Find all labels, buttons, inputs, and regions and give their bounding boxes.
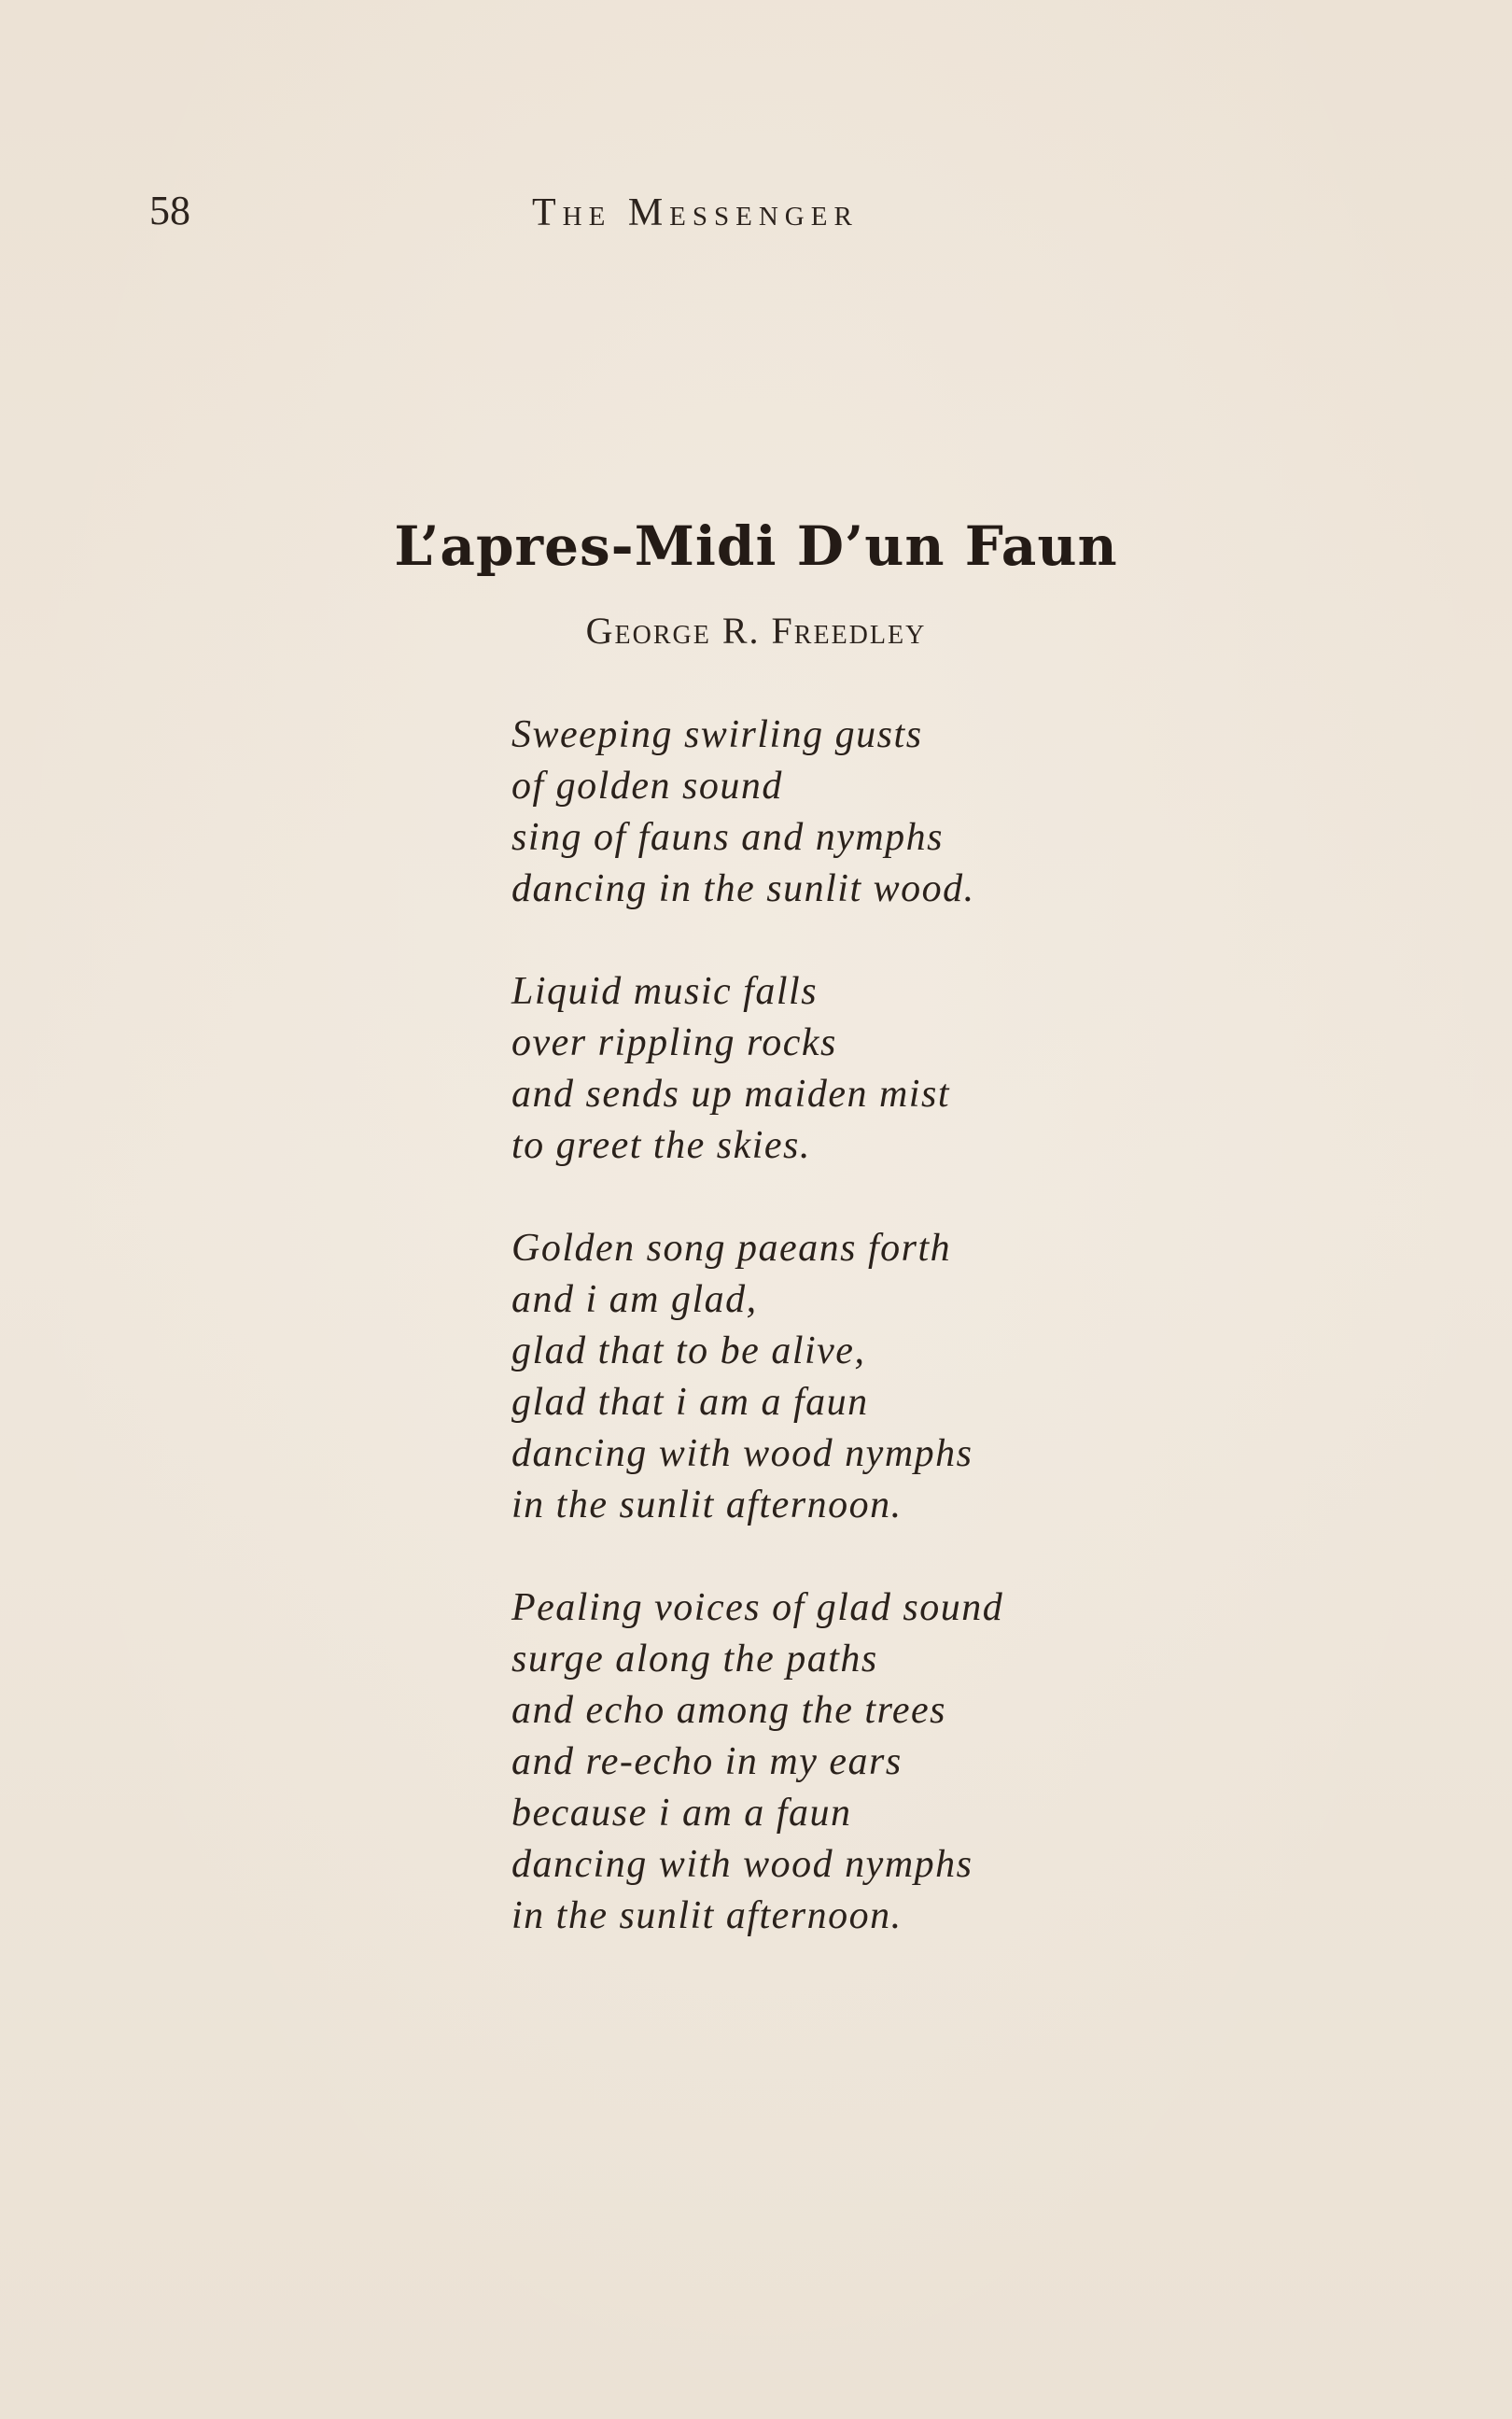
poem-line: and echo among the trees bbox=[511, 1689, 947, 1732]
poem-author: George R. Freedley bbox=[585, 610, 927, 652]
poem-line: of golden sound bbox=[511, 765, 783, 808]
poem-body bbox=[511, 710, 1221, 1993]
stanza-2 bbox=[511, 966, 1221, 1172]
poem-line: surge along the paths bbox=[511, 1638, 878, 1681]
poem-line: in the sunlit afternoon. bbox=[511, 1484, 903, 1526]
poem-line: to greet the skies. bbox=[511, 1124, 811, 1167]
poem-line: dancing with wood nymphs bbox=[511, 1432, 973, 1475]
poem-line: Sweeping swirling gusts bbox=[511, 713, 923, 756]
poem-line: glad that to be alive, bbox=[511, 1329, 866, 1372]
stanza-1 bbox=[511, 710, 1221, 915]
poem-line: and re-echo in my ears bbox=[511, 1740, 903, 1783]
poem-line: over rippling rocks bbox=[511, 1021, 837, 1064]
poem-line: glad that i am a faun bbox=[511, 1381, 869, 1424]
poem-line: sing of fauns and nymphs bbox=[511, 816, 945, 859]
poem-line: and sends up maiden mist bbox=[511, 1073, 950, 1116]
poem-line: because i am a faun bbox=[511, 1792, 852, 1835]
poem-line: Golden song paeans forth bbox=[511, 1227, 952, 1270]
running-head bbox=[0, 185, 1512, 241]
poem-line: dancing in the sunlit wood. bbox=[511, 867, 975, 910]
poem-line: and i am glad, bbox=[511, 1278, 758, 1321]
stanza-4 bbox=[511, 1582, 1221, 1942]
page-number: 58 bbox=[149, 188, 190, 233]
poem-title: L’apres-Midi D’un Faun bbox=[394, 514, 1118, 578]
poem-line: dancing with wood nymphs bbox=[511, 1843, 973, 1886]
poem-line: Pealing voices of glad sound bbox=[511, 1586, 1004, 1629]
stanza-3 bbox=[511, 1223, 1221, 1531]
journal-title: The Messenger bbox=[532, 191, 859, 234]
poem-line: Liquid music falls bbox=[511, 970, 819, 1013]
poem-line: in the sunlit afternoon. bbox=[511, 1894, 903, 1937]
